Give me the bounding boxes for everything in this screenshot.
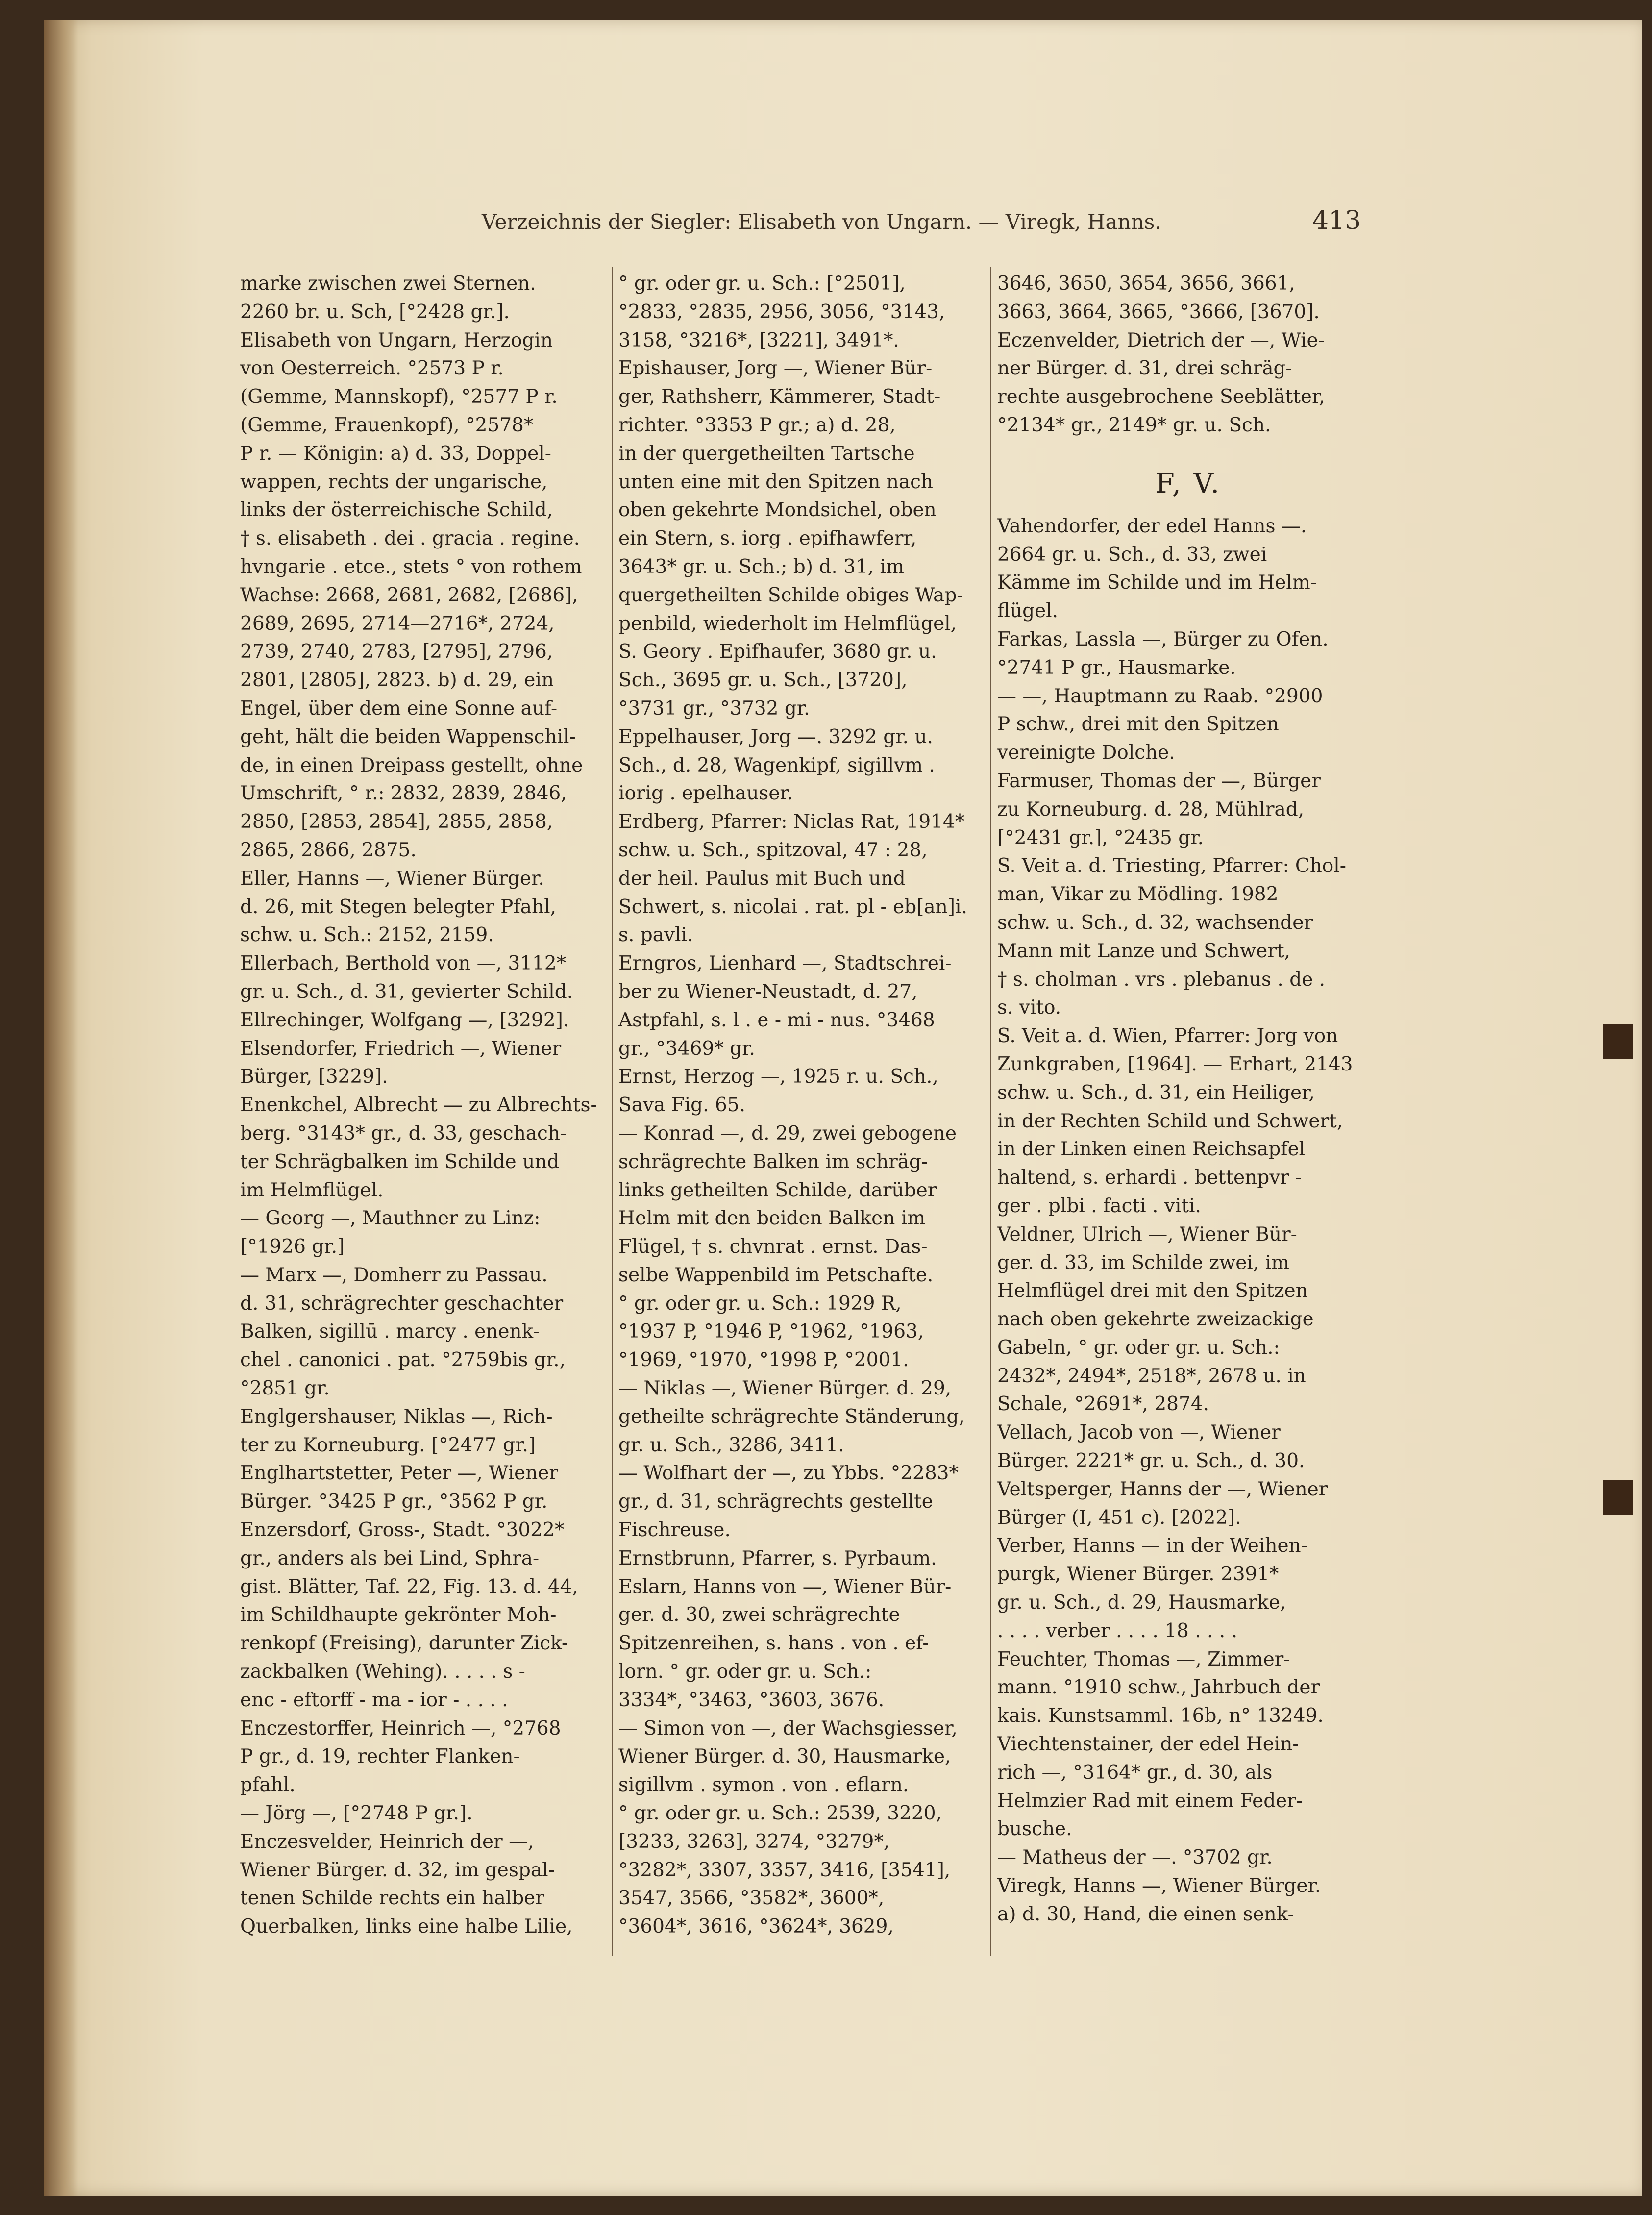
text-line: P gr., d. 19, rechter Flanken- bbox=[240, 1745, 520, 1768]
text-line: schw. u. Sch., spitzoval, 47 : 28, bbox=[618, 839, 928, 861]
text-line: 2664 gr. u. Sch., d. 33, zwei bbox=[997, 543, 1267, 566]
text-line: richter. °3353 P gr.; a) d. 28, bbox=[618, 414, 896, 436]
text-line: Farkas, Lassla —, Bürger zu Ofen. bbox=[997, 628, 1329, 650]
text-line: ter Schrägbalken im Schilde und bbox=[240, 1150, 560, 1173]
text-line: 3663, 3664, 3665, °3666, [3670]. bbox=[997, 300, 1320, 323]
text-line: — Simon von —, der Wachsgiesser, bbox=[618, 1717, 958, 1740]
text-line: Feuchter, Thomas —, Zimmer- bbox=[997, 1648, 1290, 1670]
text-line: zu Korneuburg. d. 28, Mühlrad, bbox=[997, 798, 1305, 821]
text-line: 3158, °3216*, [3221], 3491*. bbox=[618, 329, 899, 351]
text-line: Engel, über dem eine Sonne auf- bbox=[240, 697, 558, 720]
text-line: P r. — Königin: a) d. 33, Doppel- bbox=[240, 442, 551, 465]
text-line: P schw., drei mit den Spitzen bbox=[997, 713, 1279, 736]
text-line: selbe Wappenbild im Petschafte. bbox=[618, 1264, 934, 1286]
text-line: ° gr. oder gr. u. Sch.: 1929 R, bbox=[618, 1292, 902, 1315]
text-line: Sch., 3695 gr. u. Sch., [3720], bbox=[618, 669, 908, 692]
text-line: 3646, 3650, 3654, 3656, 3661, bbox=[997, 273, 1295, 295]
text-line: Schwert, s. nicolai . rat. pl - eb[an]i. bbox=[618, 896, 967, 918]
text-line: ein Stern, s. iorg . epifhawferr, bbox=[618, 527, 917, 550]
text-line: °1969, °1970, °1998 P, °2001. bbox=[618, 1349, 909, 1371]
text-line: 2739, 2740, 2783, [2795], 2796, bbox=[240, 641, 553, 663]
text-line: Eller, Hanns —, Wiener Bürger. bbox=[240, 867, 544, 890]
text-line: Eczenvelder, Dietrich der —, Wie- bbox=[997, 329, 1325, 351]
text-line: Veldner, Ulrich —, Wiener Bür- bbox=[997, 1223, 1297, 1245]
text-line: s. vito. bbox=[997, 996, 1061, 1019]
text-line: Wachse: 2668, 2681, 2682, [2686], bbox=[240, 584, 578, 606]
text-line: — —, Hauptmann zu Raab. °2900 bbox=[997, 685, 1323, 707]
text-line: Gabeln, ° gr. oder gr. u. Sch.: bbox=[997, 1336, 1280, 1359]
text-line: in der Linken einen Reichsapfel bbox=[997, 1138, 1306, 1161]
text-line: Balken, sigillū . marcy . enenk- bbox=[240, 1320, 540, 1343]
text-line: (Gemme, Mannskopf), °2577 P r. bbox=[240, 386, 558, 408]
text-line: Viechtenstainer, der edel Hein- bbox=[997, 1733, 1299, 1756]
text-line: ger, Rathsherr, Kämmerer, Stadt- bbox=[618, 386, 941, 408]
text-line: gr., anders als bei Lind, Sphra- bbox=[240, 1547, 540, 1569]
text-line: Vellach, Jacob von —, Wiener bbox=[997, 1421, 1281, 1444]
text-line: Englhartstetter, Peter —, Wiener bbox=[240, 1462, 559, 1485]
text-line: im Schildhaupte gekrönter Moh- bbox=[240, 1604, 557, 1626]
page-number: 413 bbox=[1312, 206, 1361, 235]
text-line: gr. u. Sch., d. 31, gevierter Schild. bbox=[240, 980, 573, 1003]
text-line: Elsendorfer, Friedrich —, Wiener bbox=[240, 1037, 562, 1060]
text-line: geht, hält die beiden Wappenschil- bbox=[240, 725, 576, 748]
text-line: °3731 gr., °3732 gr. bbox=[618, 697, 810, 720]
text-line: Farmuser, Thomas der —, Bürger bbox=[997, 770, 1321, 792]
text-line: 2260 br. u. Sch, [°2428 gr.]. bbox=[240, 300, 510, 323]
text-line: quergetheilten Schilde obiges Wap- bbox=[618, 584, 963, 606]
text-line: Bürger, [3229]. bbox=[240, 1066, 388, 1088]
text-line: vereinigte Dolche. bbox=[997, 742, 1175, 764]
text-line: 2801, [2805], 2823. b) d. 29, ein bbox=[240, 669, 554, 692]
text-line: gr., d. 31, schrägrechts gestellte bbox=[618, 1491, 933, 1513]
text-line: lorn. ° gr. oder gr. u. Sch.: bbox=[618, 1661, 872, 1683]
text-line: Enczestorffer, Heinrich —, °2768 bbox=[240, 1717, 561, 1740]
text-line: Enczesvelder, Heinrich der —, bbox=[240, 1830, 534, 1853]
text-line: berg. °3143* gr., d. 33, geschach- bbox=[240, 1122, 567, 1145]
text-line: Helmzier Rad mit einem Feder- bbox=[997, 1790, 1303, 1812]
text-line: Bürger. °3425 P gr., °3562 P gr. bbox=[240, 1491, 548, 1513]
text-line: hvngarie . etce., stets ° von rothem bbox=[240, 555, 582, 578]
text-line: ber zu Wiener-Neustadt, d. 27, bbox=[618, 980, 918, 1003]
edge-marker bbox=[1603, 1024, 1633, 1059]
text-line: ner Bürger. d. 31, drei schräg- bbox=[997, 357, 1292, 380]
text-line: schw. u. Sch., d. 32, wachsender bbox=[997, 911, 1313, 934]
text-line: mann. °1910 schw., Jahrbuch der bbox=[997, 1676, 1320, 1699]
text-line: Enenkchel, Albrecht — zu Albrechts- bbox=[240, 1094, 597, 1117]
text-line: ° gr. oder gr. u. Sch.: 2539, 3220, bbox=[618, 1802, 942, 1825]
text-line: — Konrad —, d. 29, zwei gebogene bbox=[618, 1122, 957, 1145]
text-line: Sch., d. 28, Wagenkipf, sigillvm . bbox=[618, 754, 935, 776]
text-line: 3547, 3566, °3582*, 3600*, bbox=[618, 1887, 885, 1910]
text-line: Eppelhauser, Jorg —. 3292 gr. u. bbox=[618, 725, 933, 748]
text-line: 2850, [2853, 2854], 2855, 2858, bbox=[240, 811, 553, 833]
edge-marker bbox=[1603, 1480, 1633, 1515]
text-line: purgk, Wiener Bürger. 2391* bbox=[997, 1563, 1279, 1586]
text-column-3 bbox=[997, 270, 1380, 1929]
text-line: Enzersdorf, Gross-, Stadt. °3022* bbox=[240, 1519, 565, 1542]
text-line: d. 26, mit Stegen belegter Pfahl, bbox=[240, 896, 557, 918]
text-line: tenen Schilde rechts ein halber bbox=[240, 1887, 544, 1910]
text-line: Viregk, Hanns —, Wiener Bürger. bbox=[997, 1875, 1321, 1897]
text-line: von Oesterreich. °2573 P r. bbox=[240, 357, 504, 380]
text-line: Erngros, Lienhard —, Stadtschrei- bbox=[618, 952, 952, 975]
text-line: sigillvm . symon . von . eflarn. bbox=[618, 1774, 909, 1796]
text-line: d. 31, schrägrechter geschachter bbox=[240, 1292, 564, 1315]
text-line: Fischreuse. bbox=[618, 1519, 731, 1542]
text-column-1 bbox=[240, 270, 622, 1941]
text-line: [°1926 gr.] bbox=[240, 1236, 345, 1258]
text-line: penbild, wiederholt im Helmflügel, bbox=[618, 612, 957, 635]
text-line: Bürger. 2221* gr. u. Sch., d. 30. bbox=[997, 1450, 1305, 1472]
text-line: — Niklas —, Wiener Bürger. d. 29, bbox=[618, 1377, 952, 1400]
text-line: unten eine mit den Spitzen nach bbox=[618, 471, 934, 493]
text-line: S. Geory . Epifhaufer, 3680 gr. u. bbox=[618, 641, 937, 663]
text-line: rechte ausgebrochene Seeblätter, bbox=[997, 386, 1325, 408]
text-line: Kämme im Schilde und im Helm- bbox=[997, 572, 1317, 594]
text-line: °2833, °2835, 2956, 3056, °3143, bbox=[618, 300, 945, 323]
running-head-title: Verzeichnis der Siegler: Elisabeth von Ungarn. — Viregk, Hanns. bbox=[482, 210, 1161, 234]
text-line: — Wolfhart der —, zu Ybbs. °2283* bbox=[618, 1462, 959, 1485]
text-line: busche. bbox=[997, 1818, 1072, 1841]
text-line: Wiener Bürger. d. 32, im gespal- bbox=[240, 1859, 555, 1881]
page-gutter bbox=[44, 20, 78, 2196]
text-line: Eslarn, Hanns von —, Wiener Bür- bbox=[618, 1575, 952, 1598]
text-line: rich —, °3164* gr., d. 30, als bbox=[997, 1761, 1273, 1784]
text-line: Spitzenreihen, s. hans . von . ef- bbox=[618, 1632, 929, 1655]
text-line: °3282*, 3307, 3357, 3416, [3541], bbox=[618, 1859, 951, 1881]
text-line: zackbalken (Wehing). . . . . s - bbox=[240, 1661, 525, 1683]
text-line: Bürger (I, 451 c). [2022]. bbox=[997, 1506, 1241, 1529]
text-line: der heil. Paulus mit Buch und bbox=[618, 867, 906, 890]
text-line: gr., °3469* gr. bbox=[618, 1037, 755, 1060]
text-line: ger. d. 30, zwei schrägrechte bbox=[618, 1604, 900, 1626]
text-line: chel . canonici . pat. °2759bis gr., bbox=[240, 1349, 566, 1371]
text-line: ger. d. 33, im Schilde zwei, im bbox=[997, 1251, 1290, 1274]
text-line: wappen, rechts der ungarische, bbox=[240, 471, 548, 493]
text-line: °2741 P gr., Hausmarke. bbox=[997, 656, 1236, 679]
text-line: [°2431 gr.], °2435 gr. bbox=[997, 826, 1204, 849]
text-line: Wiener Bürger. d. 30, Hausmarke, bbox=[618, 1745, 951, 1768]
text-line: man, Vikar zu Mödling. 1982 bbox=[997, 883, 1279, 906]
text-line: Veltsperger, Hanns der —, Wiener bbox=[997, 1478, 1328, 1500]
text-line: Ernstbrunn, Pfarrer, s. Pyrbaum. bbox=[618, 1547, 937, 1569]
text-line: Helm mit den beiden Balken im bbox=[618, 1207, 926, 1230]
text-line: °2851 gr. bbox=[240, 1377, 330, 1400]
text-line: Englgershauser, Niklas —, Rich- bbox=[240, 1405, 553, 1428]
text-line: Verber, Hanns — in der Weihen- bbox=[997, 1535, 1307, 1557]
text-line: de, in einen Dreipass gestellt, ohne bbox=[240, 754, 583, 776]
text-line: — Matheus der —. °3702 gr. bbox=[997, 1846, 1273, 1869]
text-line: S. Veit a. d. Triesting, Pfarrer: Chol- bbox=[997, 855, 1346, 877]
text-line: (Gemme, Frauenkopf), °2578* bbox=[240, 414, 534, 436]
text-line: oben gekehrte Mondsichel, oben bbox=[618, 499, 937, 522]
section-heading: F, V. bbox=[1155, 467, 1222, 499]
text-line: Ernst, Herzog —, 1925 r. u. Sch., bbox=[618, 1066, 938, 1088]
text-column-2 bbox=[618, 270, 1001, 1941]
text-line: ter zu Korneuburg. [°2477 gr.] bbox=[240, 1434, 536, 1456]
book-page bbox=[44, 20, 1642, 2196]
text-line: marke zwischen zwei Sternen. bbox=[240, 273, 536, 295]
text-line: gr. u. Sch., 3286, 3411. bbox=[618, 1434, 844, 1456]
text-line: °3604*, 3616, °3624*, 3629, bbox=[618, 1916, 894, 1938]
text-line: 2865, 2866, 2875. bbox=[240, 839, 417, 861]
text-line: gr. u. Sch., d. 29, Hausmarke, bbox=[997, 1592, 1286, 1614]
text-line: in der quergetheilten Tartsche bbox=[618, 442, 915, 465]
text-line: Mann mit Lanze und Schwert, bbox=[997, 940, 1291, 962]
text-line: pfahl. bbox=[240, 1774, 296, 1796]
text-line: °2134* gr., 2149* gr. u. Sch. bbox=[997, 414, 1271, 436]
text-line: Vahendorfer, der edel Hanns —. bbox=[997, 515, 1307, 537]
text-line: † s. elisabeth . dei . gracia . regine. bbox=[240, 527, 580, 550]
text-line: gist. Blätter, Taf. 22, Fig. 13. d. 44, bbox=[240, 1575, 578, 1598]
text-line: flügel. bbox=[997, 600, 1059, 622]
text-line: links der österreichische Schild, bbox=[240, 499, 553, 522]
text-line: kais. Kunstsamml. 16b, n° 13249. bbox=[997, 1705, 1324, 1727]
text-line: haltend, s. erhardi . bettenpvr - bbox=[997, 1167, 1302, 1189]
text-line: in der Rechten Schild und Schwert, bbox=[997, 1110, 1343, 1132]
text-line: schw. u. Sch., d. 31, ein Heiliger, bbox=[997, 1081, 1315, 1104]
text-line: Querbalken, links eine halbe Lilie, bbox=[240, 1916, 573, 1938]
text-line: — Marx —, Domherr zu Passau. bbox=[240, 1264, 548, 1286]
text-line: Helmflügel drei mit den Spitzen bbox=[997, 1280, 1308, 1302]
text-line: . . . . verber . . . . 18 . . . . bbox=[997, 1619, 1237, 1642]
text-line: [3233, 3263], 3274, °3279*, bbox=[618, 1830, 890, 1853]
text-line: Umschrift, ° r.: 2832, 2839, 2846, bbox=[240, 782, 567, 805]
text-line: ° gr. oder gr. u. Sch.: [°2501], bbox=[618, 273, 906, 295]
text-line: Erdberg, Pfarrer: Niclas Rat, 1914* bbox=[618, 811, 965, 833]
text-line: 2689, 2695, 2714—2716*, 2724, bbox=[240, 612, 555, 635]
text-line: im Helmflügel. bbox=[240, 1179, 384, 1201]
text-line: Flügel, † s. chvnrat . ernst. Das- bbox=[618, 1236, 928, 1258]
text-line: schrägrechte Balken im schräg- bbox=[618, 1150, 928, 1173]
text-line: 3643* gr. u. Sch.; b) d. 31, im bbox=[618, 555, 905, 578]
text-line: Astpfahl, s. l . e - mi - nus. °3468 bbox=[618, 1009, 935, 1031]
text-line: Epishauser, Jorg —, Wiener Bür- bbox=[618, 357, 933, 380]
text-line: Ellrechinger, Wolfgang —, [3292]. bbox=[240, 1009, 569, 1031]
text-line: enc - eftorff - ma - ior - . . . . bbox=[240, 1689, 508, 1711]
text-line: °1937 P, °1946 P, °1962, °1963, bbox=[618, 1320, 924, 1343]
text-line: — Jörg —, [°2748 P gr.]. bbox=[240, 1802, 473, 1825]
text-line: Schale, °2691*, 2874. bbox=[997, 1393, 1209, 1416]
text-line: renkopf (Freising), darunter Zick- bbox=[240, 1632, 568, 1655]
text-line: iorig . epelhauser. bbox=[618, 782, 793, 805]
text-line: Sava Fig. 65. bbox=[618, 1094, 745, 1117]
text-line: a) d. 30, Hand, die einen senk- bbox=[997, 1903, 1294, 1925]
text-line: Zunkgraben, [1964]. — Erhart, 2143 bbox=[997, 1053, 1353, 1075]
text-line: — Georg —, Mauthner zu Linz: bbox=[240, 1207, 541, 1230]
text-line: links getheilten Schilde, darüber bbox=[618, 1179, 937, 1201]
text-line: 3334*, °3463, °3603, 3676. bbox=[618, 1689, 885, 1711]
text-line: S. Veit a. d. Wien, Pfarrer: Jorg von bbox=[997, 1025, 1338, 1047]
text-line: s. pavli. bbox=[618, 924, 693, 946]
text-line: schw. u. Sch.: 2152, 2159. bbox=[240, 924, 494, 946]
text-line: Ellerbach, Berthold von —, 3112* bbox=[240, 952, 567, 975]
text-line: 2432*, 2494*, 2518*, 2678 u. in bbox=[997, 1365, 1306, 1387]
text-line: ger . plbi . facti . viti. bbox=[997, 1195, 1201, 1217]
text-line: getheilte schrägrechte Ständerung, bbox=[618, 1405, 965, 1428]
text-line: Elisabeth von Ungarn, Herzogin bbox=[240, 329, 553, 351]
text-line: † s. cholman . vrs . plebanus . de . bbox=[997, 968, 1326, 991]
text-line: nach oben gekehrte zweizackige bbox=[997, 1308, 1314, 1331]
